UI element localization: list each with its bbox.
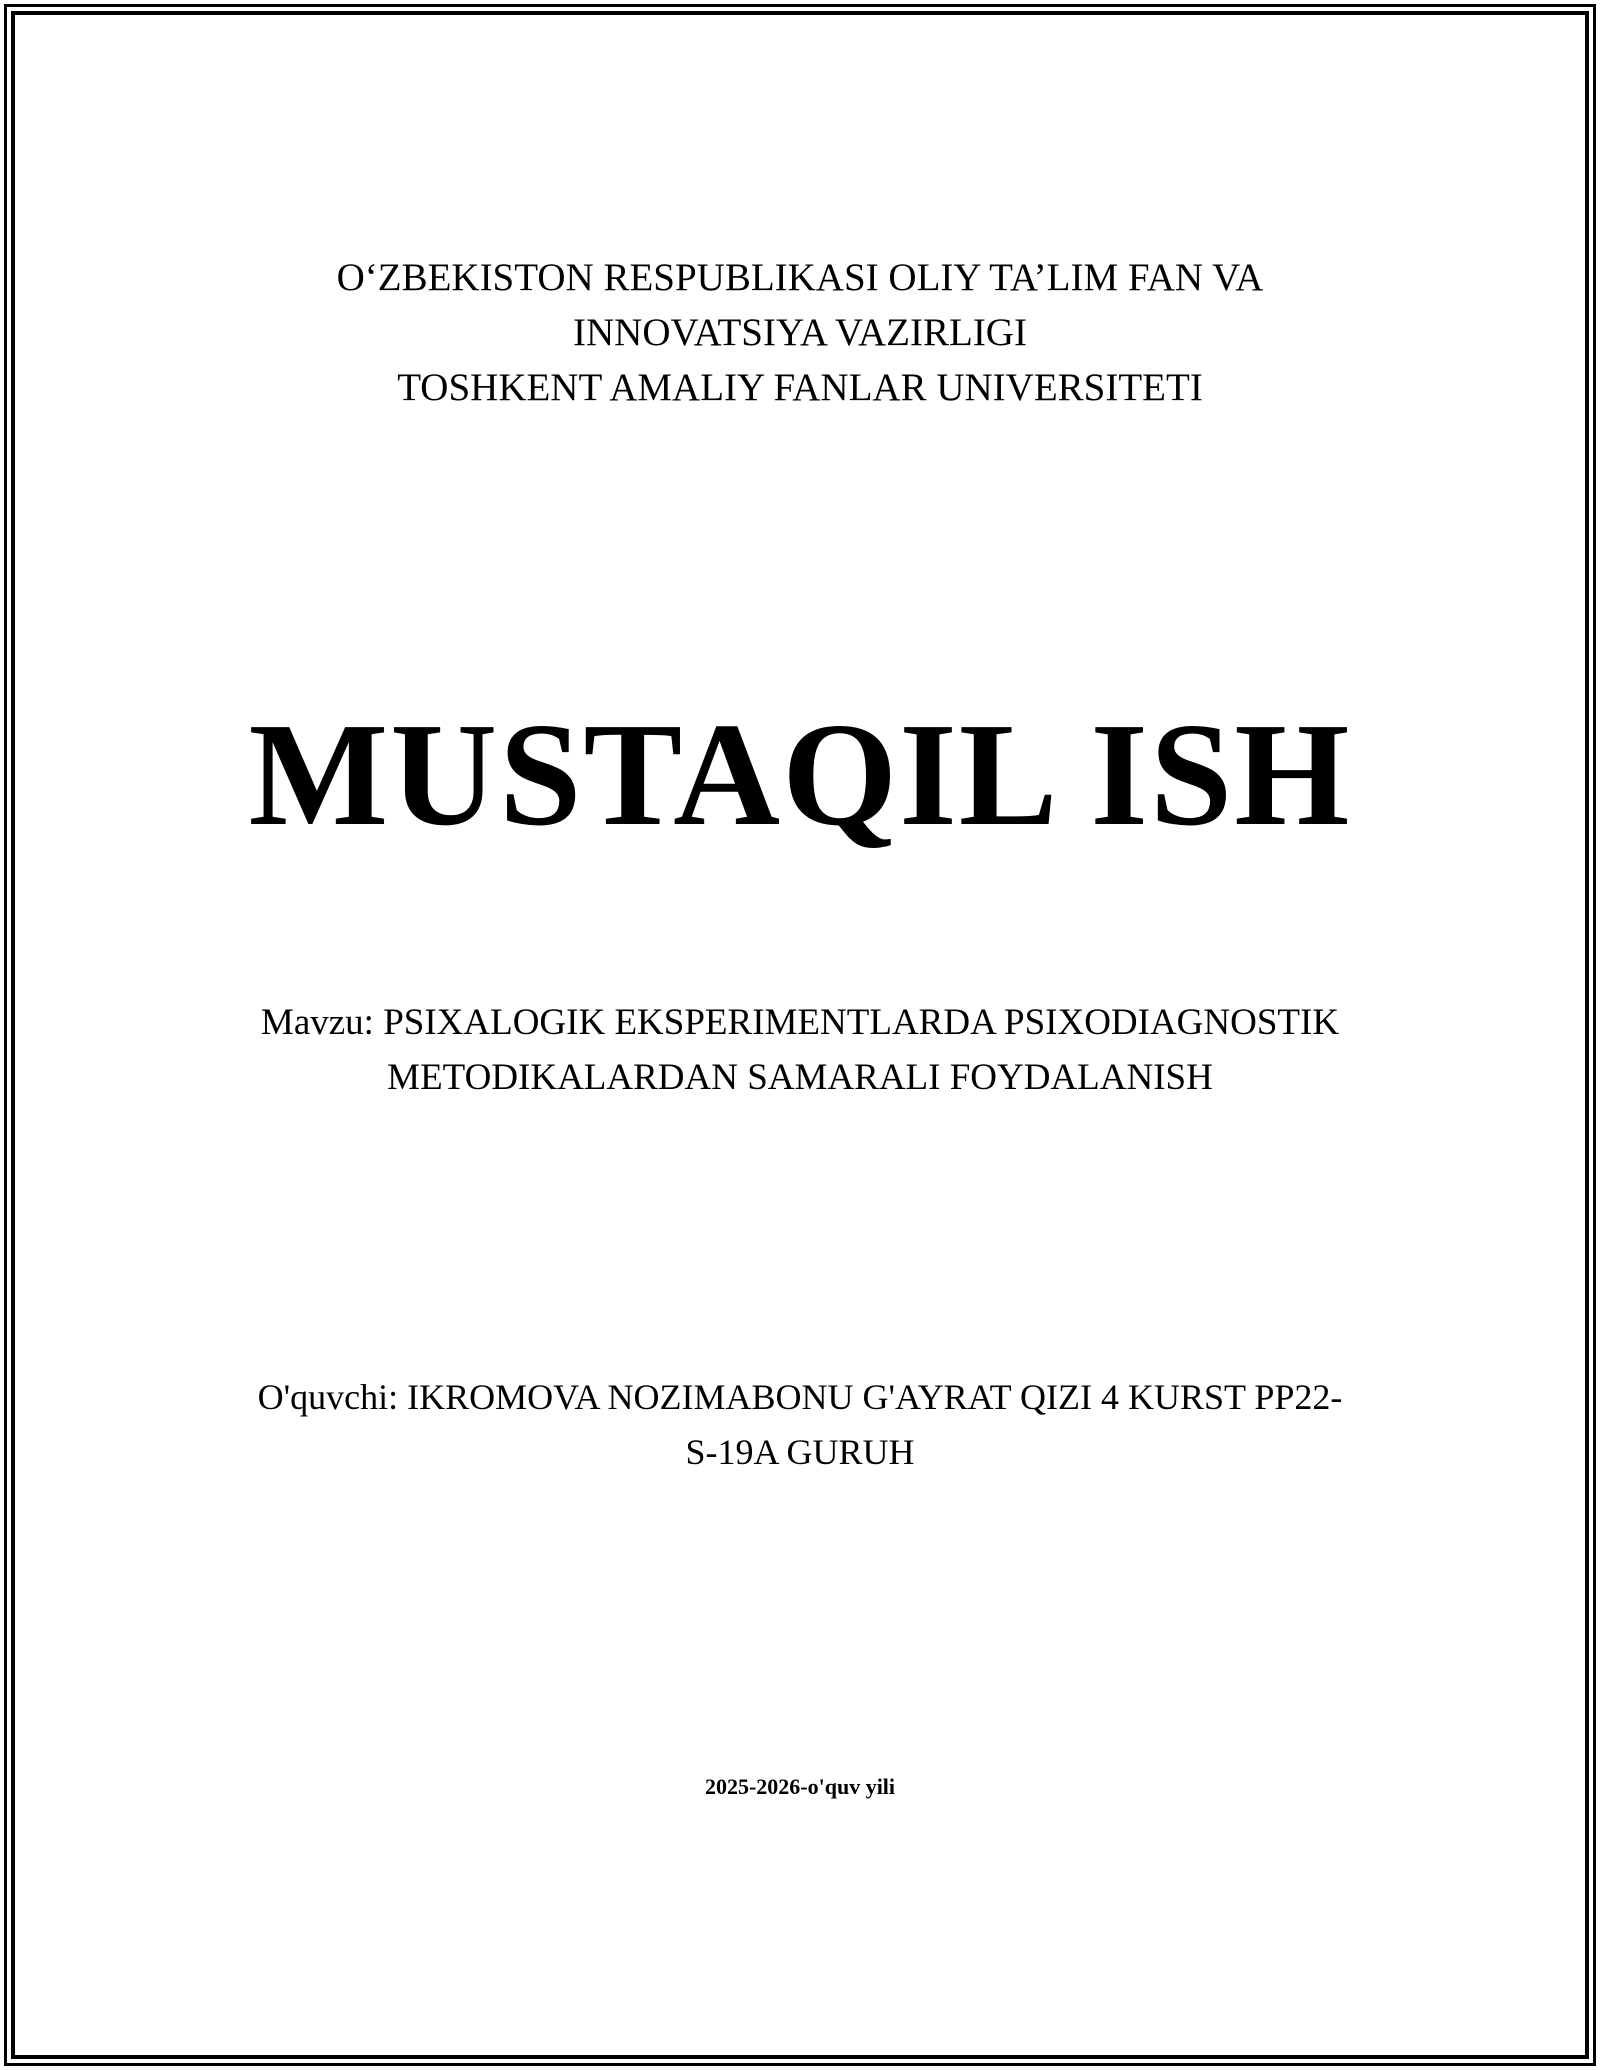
topic-line-2: METODIKALARDAN SAMARALI FOYDALANISH: [387, 1057, 1213, 1098]
ministry-header: [70, 250, 1530, 415]
topic-line-1: Mavzu: PSIXALOGIK EKSPERIMENTLARDA PSIXODIAGNOSTIK: [260, 1002, 1340, 1043]
ministry-header-line-1: O‘ZBEKISTON RESPUBLIKASI OLIY TA’LIM FAN VA: [336, 256, 1264, 299]
student-line-2: S-19A GURUH: [685, 1432, 915, 1472]
ministry-header-line-2: INNOVATSIYA VAZIRLIGI: [573, 311, 1027, 354]
university-name-line: TOSHKENT AMALIY FANLAR UNIVERSITETI: [397, 366, 1203, 409]
student-section: [70, 1370, 1530, 1480]
topic-section: [70, 995, 1530, 1105]
academic-year: 2025-2026-o'quv yili: [704, 1774, 896, 1799]
title-page-content: [70, 16, 1530, 1802]
student-line-1: O'quvchi: IKROMOVA NOZIMABONU G'AYRAT QIZI 4 KURST PP22-: [257, 1377, 1343, 1417]
document-title: MUSTAQIL ISH: [248, 693, 1352, 857]
